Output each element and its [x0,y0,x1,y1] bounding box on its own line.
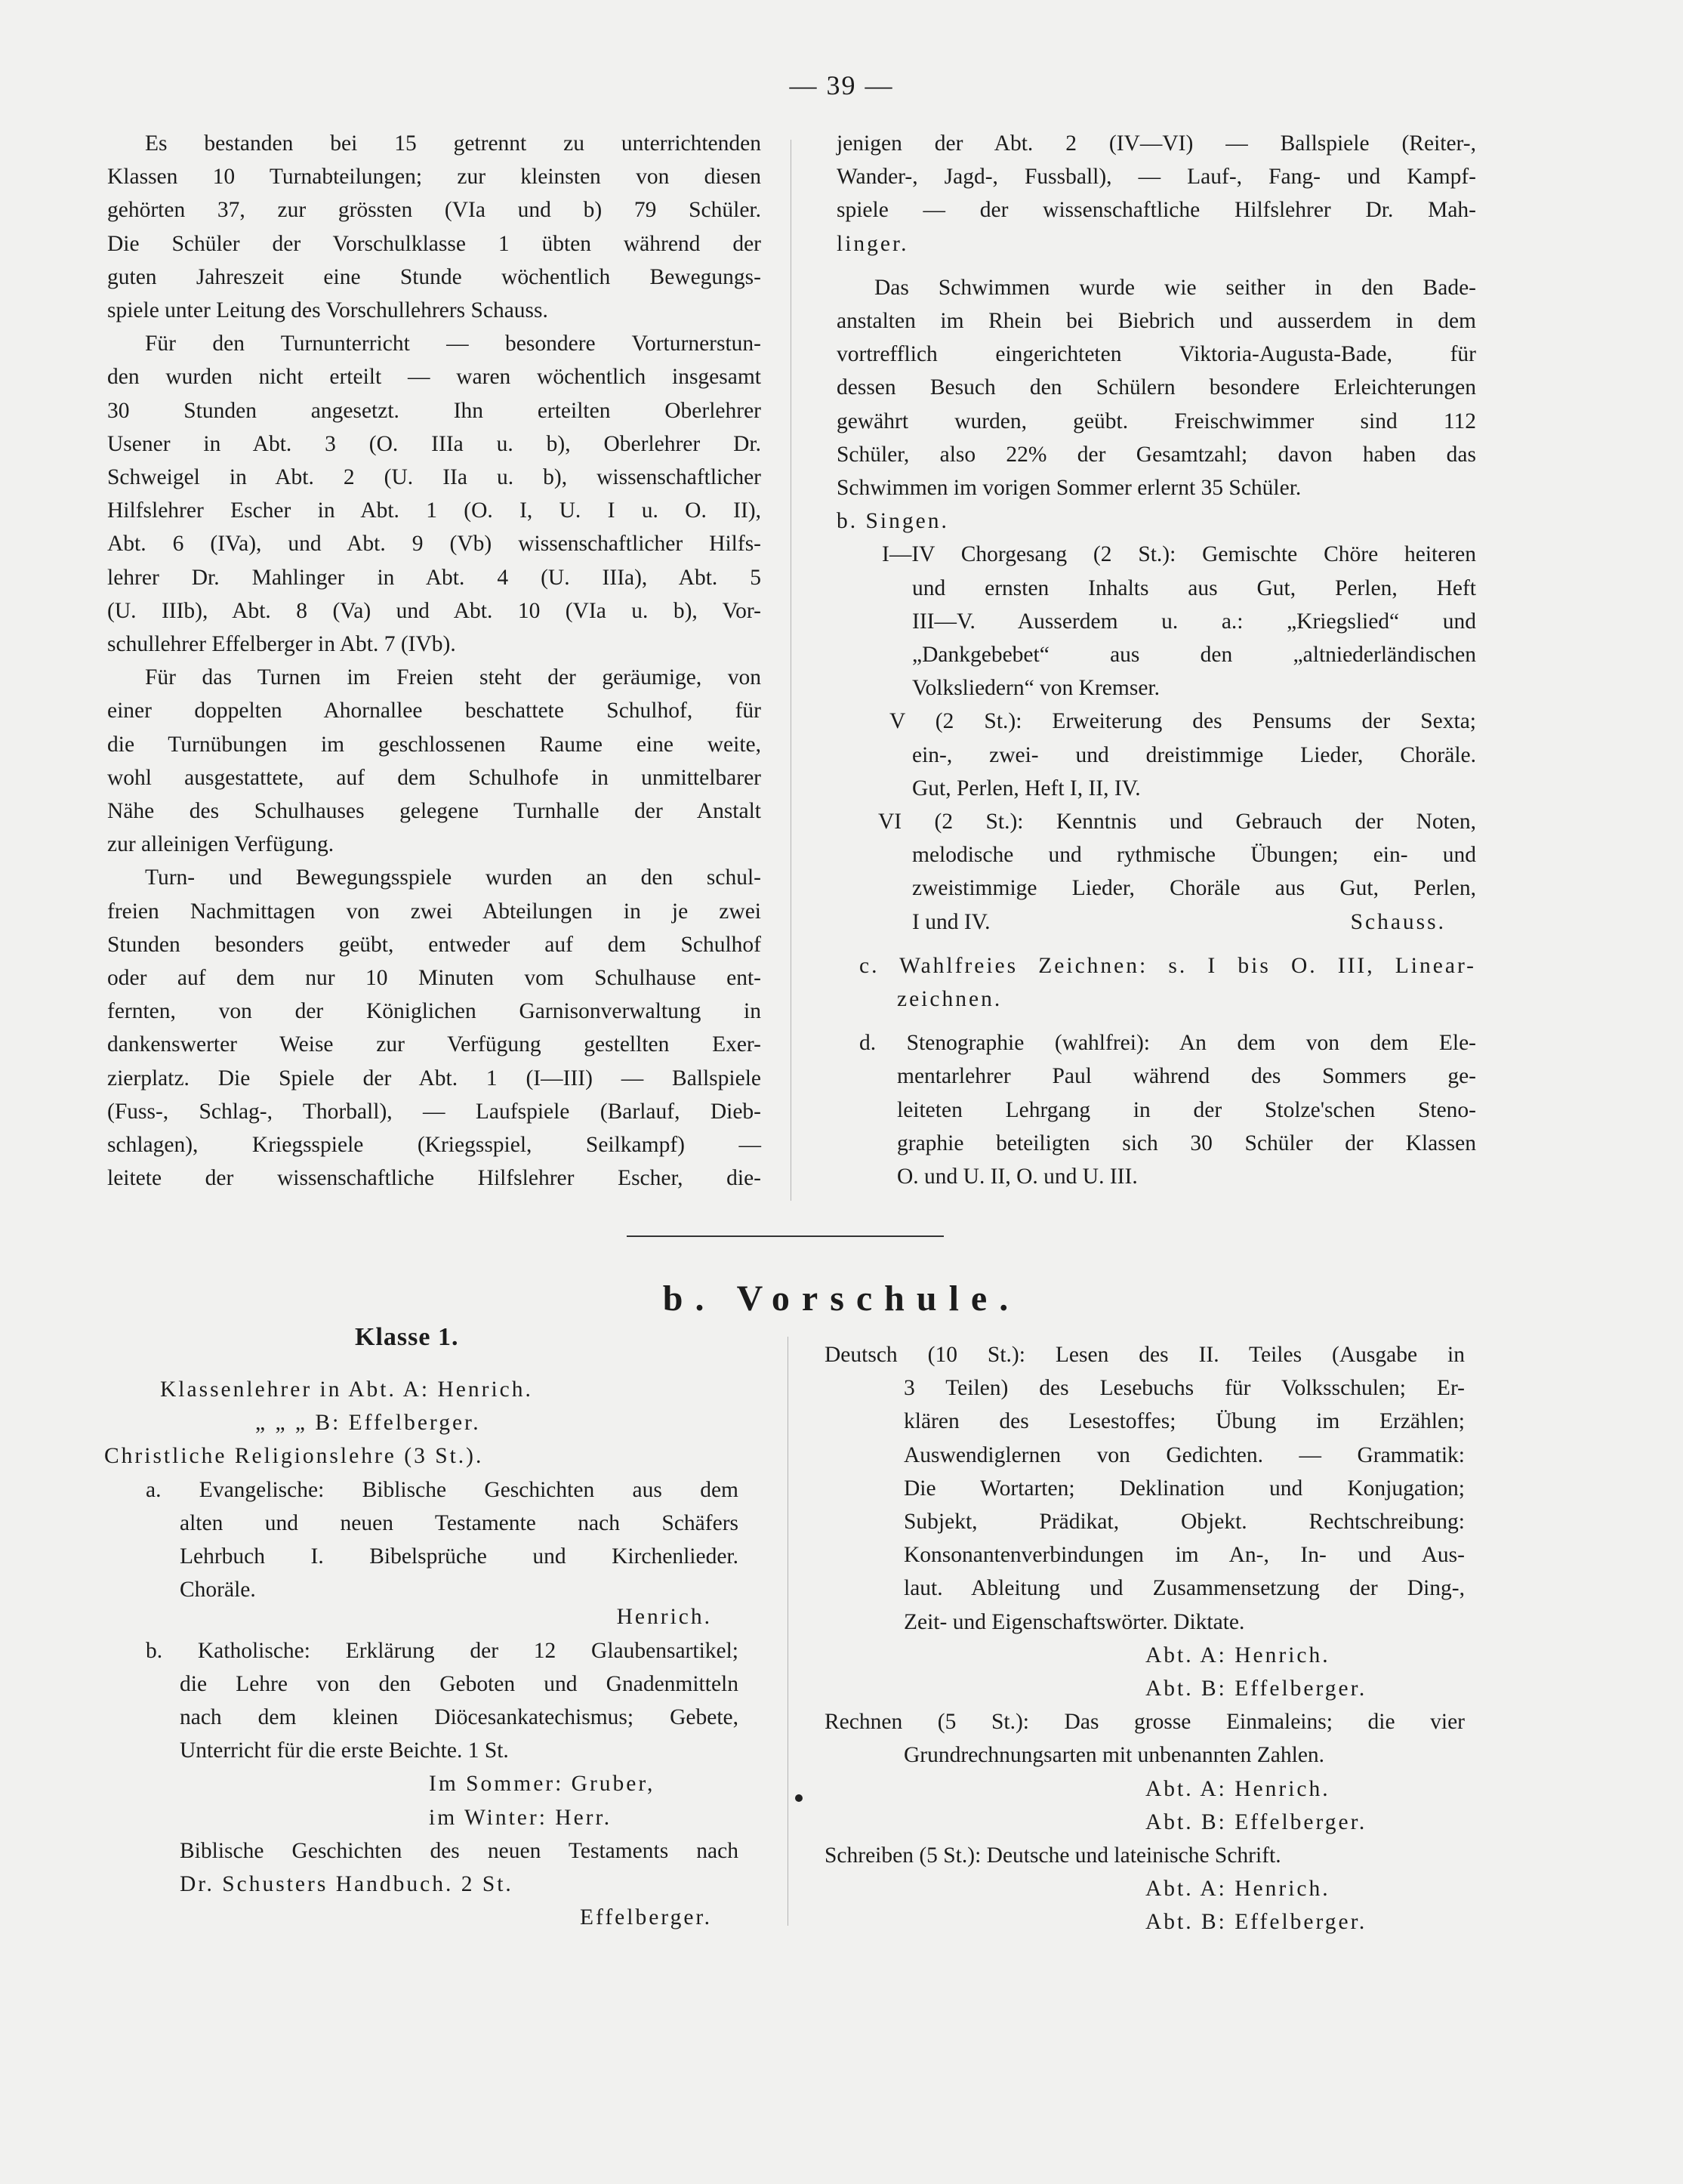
subheading-singen: b. Singen. [837,509,949,534]
text-line: Für das Turnen im Freien steht der geräumige, von [145,665,761,690]
text-line: linger. [837,231,909,256]
text-line: a. Evangelische: Biblische Geschichten aus dem [146,1477,738,1502]
text-line: Lehrbuch I. Bibelsprüche und Kirchenlieder. [180,1544,738,1569]
text-line: Stunden besonders geübt, entweder auf dem Schulhof [107,932,761,957]
text-line: b. Katholische: Erklärung der 12 Glaubensartikel; [146,1638,738,1663]
text-line: Für den Turnunterricht — besondere Vorturnerstun- [145,332,761,356]
margin-dot [795,1794,803,1802]
katholisch-block [104,1634,738,1935]
text-line: Das Schwimmen wurde wie seither in den Bade- [874,275,1476,300]
text-line: vortrefflich eingerichteten Viktoria-Augusta-Bade, für [837,342,1476,367]
text-line: zur alleinigen Verfügung. [107,832,334,857]
text-line: zierplatz. Die Spiele der Abt. 1 (I—III) — Ballspiele [107,1066,761,1090]
text-line: Gut, Perlen, Heft I, II, IV. [912,776,1141,800]
page-number: — 39 — [789,70,894,100]
text-line: schlagen), Kriegsspiele (Kriegsspiel, Seilkampf) — [107,1133,761,1158]
text-line: anstalten im Rhein bei Biebrich und ausserdem in dem [837,309,1476,334]
text-line: nach dem kleinen Diöcesankatechismus; Gebete, [180,1705,738,1730]
text-line: spiele — der wissenschaftliche Hilfslehrer Dr. Mah- [837,198,1476,223]
bottom-right-column [825,1338,1465,1939]
bottom-left-column [104,1373,738,1934]
klasse-title: Klasse 1. [355,1323,459,1351]
zeichnen-block [837,949,1476,1016]
text-line: gehörten 37, zur grössten (VIa und b) 79 Schüler. [107,198,761,223]
text-line: Unterricht für die erste Beichte. 1 St. [180,1738,509,1763]
winter-line: im Winter: Herr. [429,1805,612,1830]
text-line: Schüler, also 22% der Gesamtzahl; davon haben das [837,442,1476,467]
text-line: dankenswerter Weise zur Verfügung gestellten Exer- [107,1032,761,1057]
text-line: Klassen 10 Turnabteilungen; zur kleinsten von diesen [107,165,761,190]
text-line: klären des Lesestoffes; Übung im Erzählen; [904,1409,1465,1434]
text-line: c. Wahlfreies Zeichnen: s. I bis O. III, Linear- [859,953,1476,978]
teacher-name: Effelberger. [580,1905,712,1930]
teacher-name: Schauss. [1350,909,1446,934]
text-line: dessen Besuch den Schülern besondere Erleichterungen [837,375,1476,400]
text-line: Es bestanden bei 15 getrennt zu unterrichtenden [145,131,761,156]
text-line: Schwimmen im vorigen Sommer erlernt 35 Schüler. [837,476,1302,501]
text-line: 3 Teilen) des Lesebuchs für Volksschulen; Er- [904,1376,1465,1401]
text-line: Subjekt, Prädikat, Objekt. Rechtschreibung: [904,1510,1465,1535]
teacher-line: Abt. A: Henrich. [1145,1877,1330,1902]
text-line: Schweigel in Abt. 2 (U. IIa u. b), wissenschaftlicher [107,465,761,490]
text-line: guten Jahreszeit eine Stunde wöchentlich Bewegungs- [107,264,761,289]
text-line: I—IV Chorgesang (2 St.): Gemischte Chöre heiteren [882,542,1476,567]
top-right-column [837,127,1476,1193]
text-line: und ernsten Inhalts aus Gut, Perlen, Heft [912,575,1476,600]
text-line: Konsonantenverbindungen im An-, In- und Aus- [904,1543,1465,1568]
text-line: den wurden nicht erteilt — waren wöchentlich insgesamt [107,365,761,390]
text-line: die Lehre von den Geboten und Gnadenmitteln [180,1671,738,1696]
text-line: Abt. 6 (IVa), und Abt. 9 (Vb) wissenschaftlicher Hilfs- [107,532,761,557]
deutsch-block [825,1338,1465,1705]
singen-block-3 [837,805,1476,939]
schreiben-block [825,1839,1465,1939]
top-left-column [107,127,761,1195]
text-line: Schreiben (5 St.): Deutsche und lateinische Schrift. [825,1843,1281,1868]
text-line: Usener in Abt. 3 (O. IIIa u. b), Oberlehrer Dr. [107,431,761,456]
text-line: freien Nachmittagen von zwei Abteilungen in je zwei [107,899,761,924]
text-line: Dr. Schusters Handbuch. 2 St. [180,1872,513,1897]
text-line: III—V. Ausserdem u. a.: „Kriegslied“ und [912,609,1476,634]
text-line: fernten, von der Königlichen Garnisonverwaltung in [107,999,761,1024]
teacher-line: Abt. A: Henrich. [1145,1643,1330,1667]
religion-heading: Christliche Religionslehre (3 St.). [104,1444,484,1469]
singen-block-2 [837,705,1476,805]
teacher-line: Abt. B: Effelberger. [1145,1910,1367,1935]
text-line: wohl ausgestattete, auf dem Schulhofe in unmittelbarer [107,765,761,790]
klassenlehrer-a: Klassenlehrer in Abt. A: Henrich. [160,1377,533,1402]
teacher-line: Abt. A: Henrich. [1145,1776,1330,1801]
text-line: die Turnübungen im geschlossenen Raume eine weite, [107,732,761,757]
text-line: Deutsch (10 St.): Lesen des II. Teiles (Ausgabe in [825,1343,1465,1367]
text-line: „Dankgebebet“ aus den „altniederländischen [912,643,1476,668]
text-line: jenigen der Abt. 2 (IV—VI) — Ballspiele (Reiter-, [837,131,1476,156]
text-line: Volksliedern“ von Kremser. [912,676,1160,701]
text-line: Zeit- und Eigenschaftswörter. Diktate. [904,1609,1245,1634]
text-line: Choräle. [180,1578,256,1603]
text-line: oder auf dem nur 10 Minuten vom Schulhause ent- [107,966,761,991]
text-line: d. Stenographie (wahlfrei): An dem von dem Ele- [859,1031,1476,1056]
text-line: mentarlehrer Paul während des Sommers ge- [897,1064,1476,1089]
evangelisch-block [104,1473,738,1634]
text-line: 30 Stunden angesetzt. Ihn erteilten Oberlehrer [107,398,761,423]
text-line: (Fuss-, Schlag-, Thorball), — Laufspiele (Barlauf, Dieb- [107,1099,761,1124]
text-line: (U. IIIb), Abt. 8 (Va) und Abt. 10 (VIa u. b), Vor- [107,598,761,623]
text-line: zeichnen. [897,987,1003,1012]
teacher-line: Abt. B: Effelberger. [1145,1809,1367,1834]
text-line: V (2 St.): Erweiterung des Pensums der Sexta; [889,709,1476,734]
text-line: ein-, zwei- und dreistimmige Lieder, Choräle. [912,742,1476,767]
section-rule [627,1235,944,1237]
text-line: Biblische Geschichten des neuen Testaments nach [180,1838,738,1863]
text-line: alten und neuen Testamente nach Schäfers [180,1510,738,1535]
text-line: einer doppelten Ahornallee beschattete Schulhof, für [107,699,761,723]
text-line: melodische und rythmische Übungen; ein- und [912,843,1476,868]
text-line: I und IV. [912,909,991,934]
text-line: schullehrer Effelberger in Abt. 7 (IVb). [107,632,456,657]
text-line: lehrer Dr. Mahlinger in Abt. 4 (U. IIIa), Abt. 5 [107,565,761,590]
text-line: leitete der wissenschaftliche Hilfslehrer Escher, die- [107,1166,761,1191]
text-line: laut. Ableitung und Zusammensetzung der Ding-, [904,1576,1465,1601]
text-line: spiele unter Leitung des Vorschullehrers Schauss. [107,298,548,323]
klassenlehrer-b: „ „ „ B: Effelberger. [255,1411,481,1436]
teacher-line: Abt. B: Effelberger. [1145,1677,1367,1701]
singen-block-1 [837,538,1476,705]
text-line: Wander-, Jagd-, Fussball), — Lauf-, Fang- und Kampf- [837,165,1476,190]
text-line: leiteten Lehrgang in der Stolze'schen Steno- [897,1097,1476,1122]
text-line: gewährt wurden, geübt. Freischwimmer sind 112 [837,409,1476,433]
rechnen-block [825,1705,1465,1839]
teacher-name: Henrich. [616,1605,712,1630]
text-line: Die Wortarten; Deklination und Konjugation; [904,1476,1465,1501]
steno-block [837,1026,1476,1193]
text-line: Auswendiglernen von Gedichten. — Grammatik: [904,1442,1465,1467]
text-line: O. und U. II, O. und U. III. [897,1164,1138,1189]
text-line: Turn- und Bewegungsspiele wurden an den schul- [145,865,761,890]
text-line: Grundrechnungsarten mit unbenannten Zahlen. [904,1743,1325,1768]
text-line: Nähe des Schulhauses gelegene Turnhalle der Anstalt [107,799,761,824]
sommer-line: Im Sommer: Gruber, [429,1772,655,1797]
text-line: VI (2 St.): Kenntnis und Gebrauch der Noten, [878,810,1476,834]
text-line: Rechnen (5 St.): Das grosse Einmaleins; die vier [825,1710,1465,1735]
section-title: b. Vorschule. [662,1279,1021,1319]
text-line: Die Schüler der Vorschulklasse 1 übten während der [107,231,761,256]
text-line: zweistimmige Lieder, Choräle aus Gut, Perlen, [912,876,1476,901]
text-line: graphie beteiligten sich 30 Schüler der Klassen [897,1131,1476,1155]
text-line: Hilfslehrer Escher in Abt. 1 (O. I, U. I u. O. II), [107,498,761,523]
